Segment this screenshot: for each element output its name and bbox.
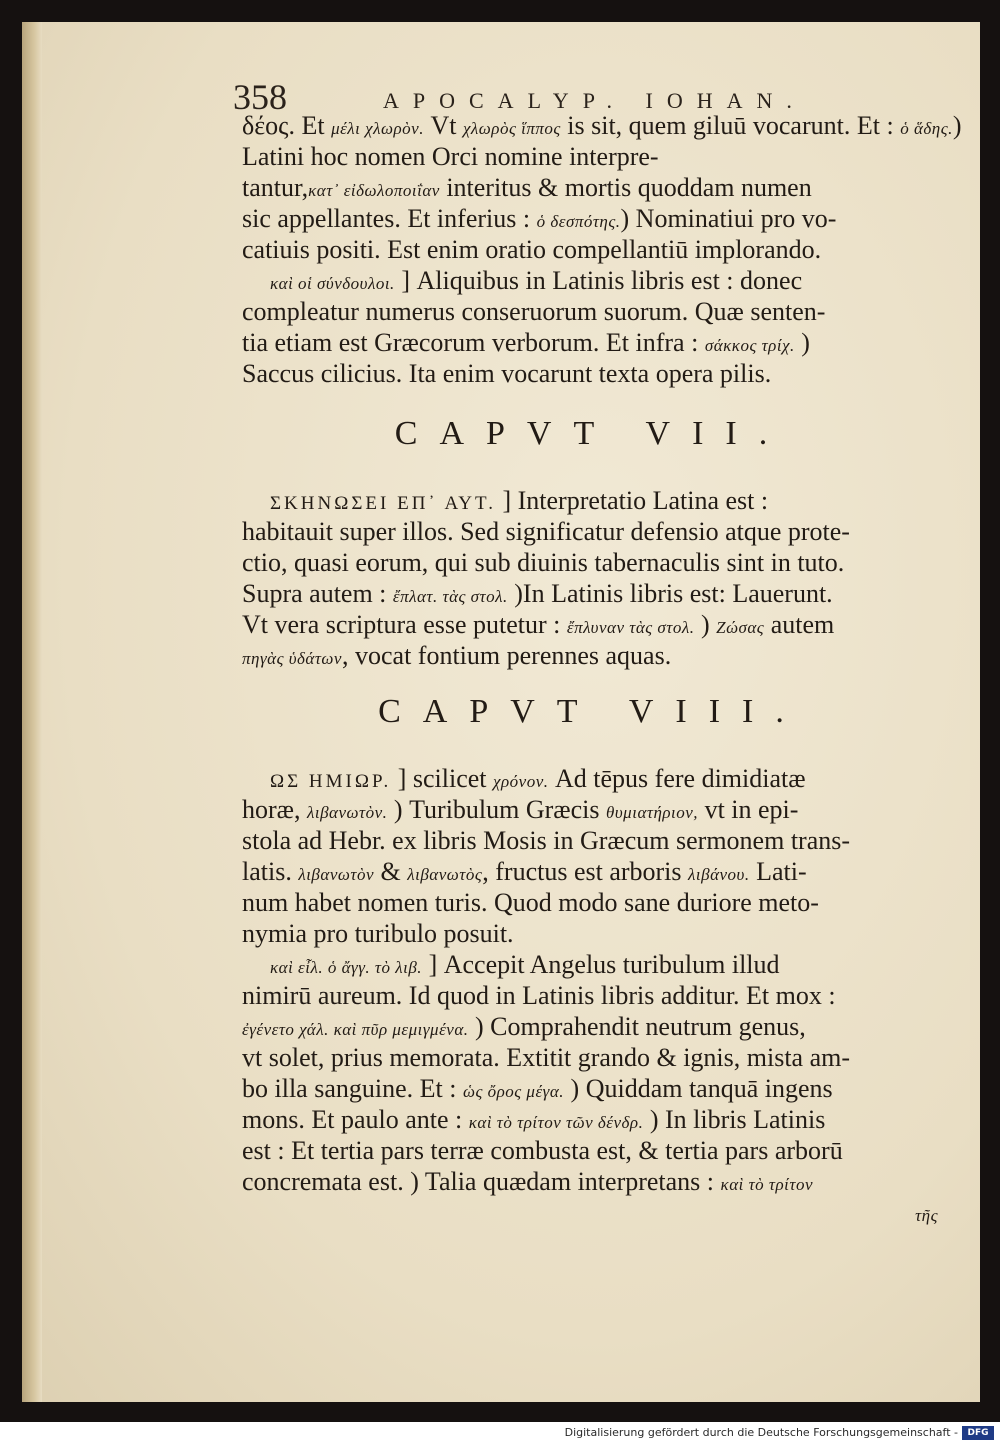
text-line: sic appellantes. Et inferius : ὁ δεσπότης.) Nominatiui pro vo- [242, 204, 837, 233]
text-line: mons. Et paulo ante : καὶ τὸ τρίτον τῶν δένδρ. ) In libris Latinis [242, 1105, 826, 1134]
chapter-heading-8: CAPVT VIII. [378, 693, 806, 730]
text-line: Vt vera scriptura esse putetur : ἔπλυναν τὰς στολ. ) Ζώσας autem [242, 610, 835, 639]
text-line: latis. λιβανωτὸν & λιβανωτὸς, fructus est arboris λιβάνου. Lati- [242, 857, 807, 886]
text-line: nimirū aureum. Id quod in Latinis libris additur. Et mox : [242, 981, 836, 1010]
text-line: ΩΣ ΗΜΙΩΡ. ] scilicet χρόνον. Ad tēpus fere dimidiatæ [270, 764, 806, 793]
page-gutter [22, 22, 42, 1402]
text-line: compleatur numerus conseruorum suorum. Quæ senten- [242, 297, 826, 326]
footer-bar [0, 1424, 1000, 1443]
funding-credit: Digitalisierung gefördert durch die Deutsche Forschungsgemeinschaft - [564, 1426, 958, 1439]
text-line: nymia pro turibulo posuit. [242, 919, 514, 948]
text-line: num habet nomen turis. Quod modo sane duriore meto- [242, 888, 819, 917]
text-line: Saccus cilicius. Ita enim vocarunt texta opera pilis. [242, 359, 772, 388]
text-line: πηγὰς ὑδάτων, vocat fontium perennes aquas. [242, 641, 672, 670]
text-line: καὶ εἶλ. ὁ ἄγγ. τὸ λιβ. ] Accepit Angelus turibulum illud [270, 950, 780, 979]
text-line: ἐγένετο χάλ. καὶ πῦρ μεμιγμένα. ) Comprahendit neutrum genus, [242, 1012, 806, 1041]
running-head: APOCALYP. IOHAN. [383, 88, 806, 113]
text-line: stola ad Hebr. ex libris Mosis in Græcum sermonem trans- [242, 826, 851, 855]
text-line: est : Et tertia pars terræ combusta est, & tertia pars arborū [242, 1136, 843, 1165]
dfg-logo: DFG [962, 1426, 994, 1440]
page-number: 358 [233, 77, 287, 117]
text-line: Latini hoc nomen Orci nomine interpre- [242, 142, 659, 171]
text-line: tia etiam est Græcorum verborum. Et infra : σάκκος τρίχ. ) [242, 328, 810, 357]
text-line: δέος. Et μέλι χλωρὸν. Vt χλωρὸς ἵππος is sit, quem giluū vocarunt. Et : ὁ ἅδης.) [242, 111, 962, 140]
text-line: tantur,κατ᾽ εἰδωλοποιΐαν interitus & mortis quoddam numen [242, 173, 812, 202]
text-line: καὶ οἱ σύνδουλοι. ] Aliquibus in Latinis libris est : donec [270, 266, 803, 295]
text-line: bo illa sanguine. Et : ὡς ὄρος μέγα. ) Quiddam tanquā ingens [242, 1074, 833, 1103]
text-line: Supra autem : ἔπλατ. τὰς στολ. )In Latinis libris est: Lauerunt. [242, 579, 833, 608]
text-line: horæ, λιβανωτὸν. ) Turibulum Græcis θυμιατήριον, vt in epi- [242, 795, 799, 824]
catchword: τῆς [915, 1206, 938, 1225]
text-line: ΣΚΗΝΩΣΕΙ ΕΠ᾽ ΑΥΤ. ] Interpretatio Latina est : [270, 486, 769, 515]
chapter-heading-7: CAPVT VII. [394, 415, 790, 452]
page-text [242, 110, 962, 1228]
text-line: habitauit super illos. Sed significatur defensio atque prote- [242, 517, 850, 546]
text-line: concremata est. ) Talia quædam interpretans : καὶ τὸ τρίτον [242, 1167, 814, 1196]
text-line: catiuis positi. Est enim oratio compellantiū implorando. [242, 235, 822, 264]
text-line: ctio, quasi eorum, qui sub diuinis tabernaculis sint in tuto. [242, 548, 845, 577]
text-line: vt solet, prius memorata. Extitit grando & ignis, mista am- [242, 1043, 851, 1072]
